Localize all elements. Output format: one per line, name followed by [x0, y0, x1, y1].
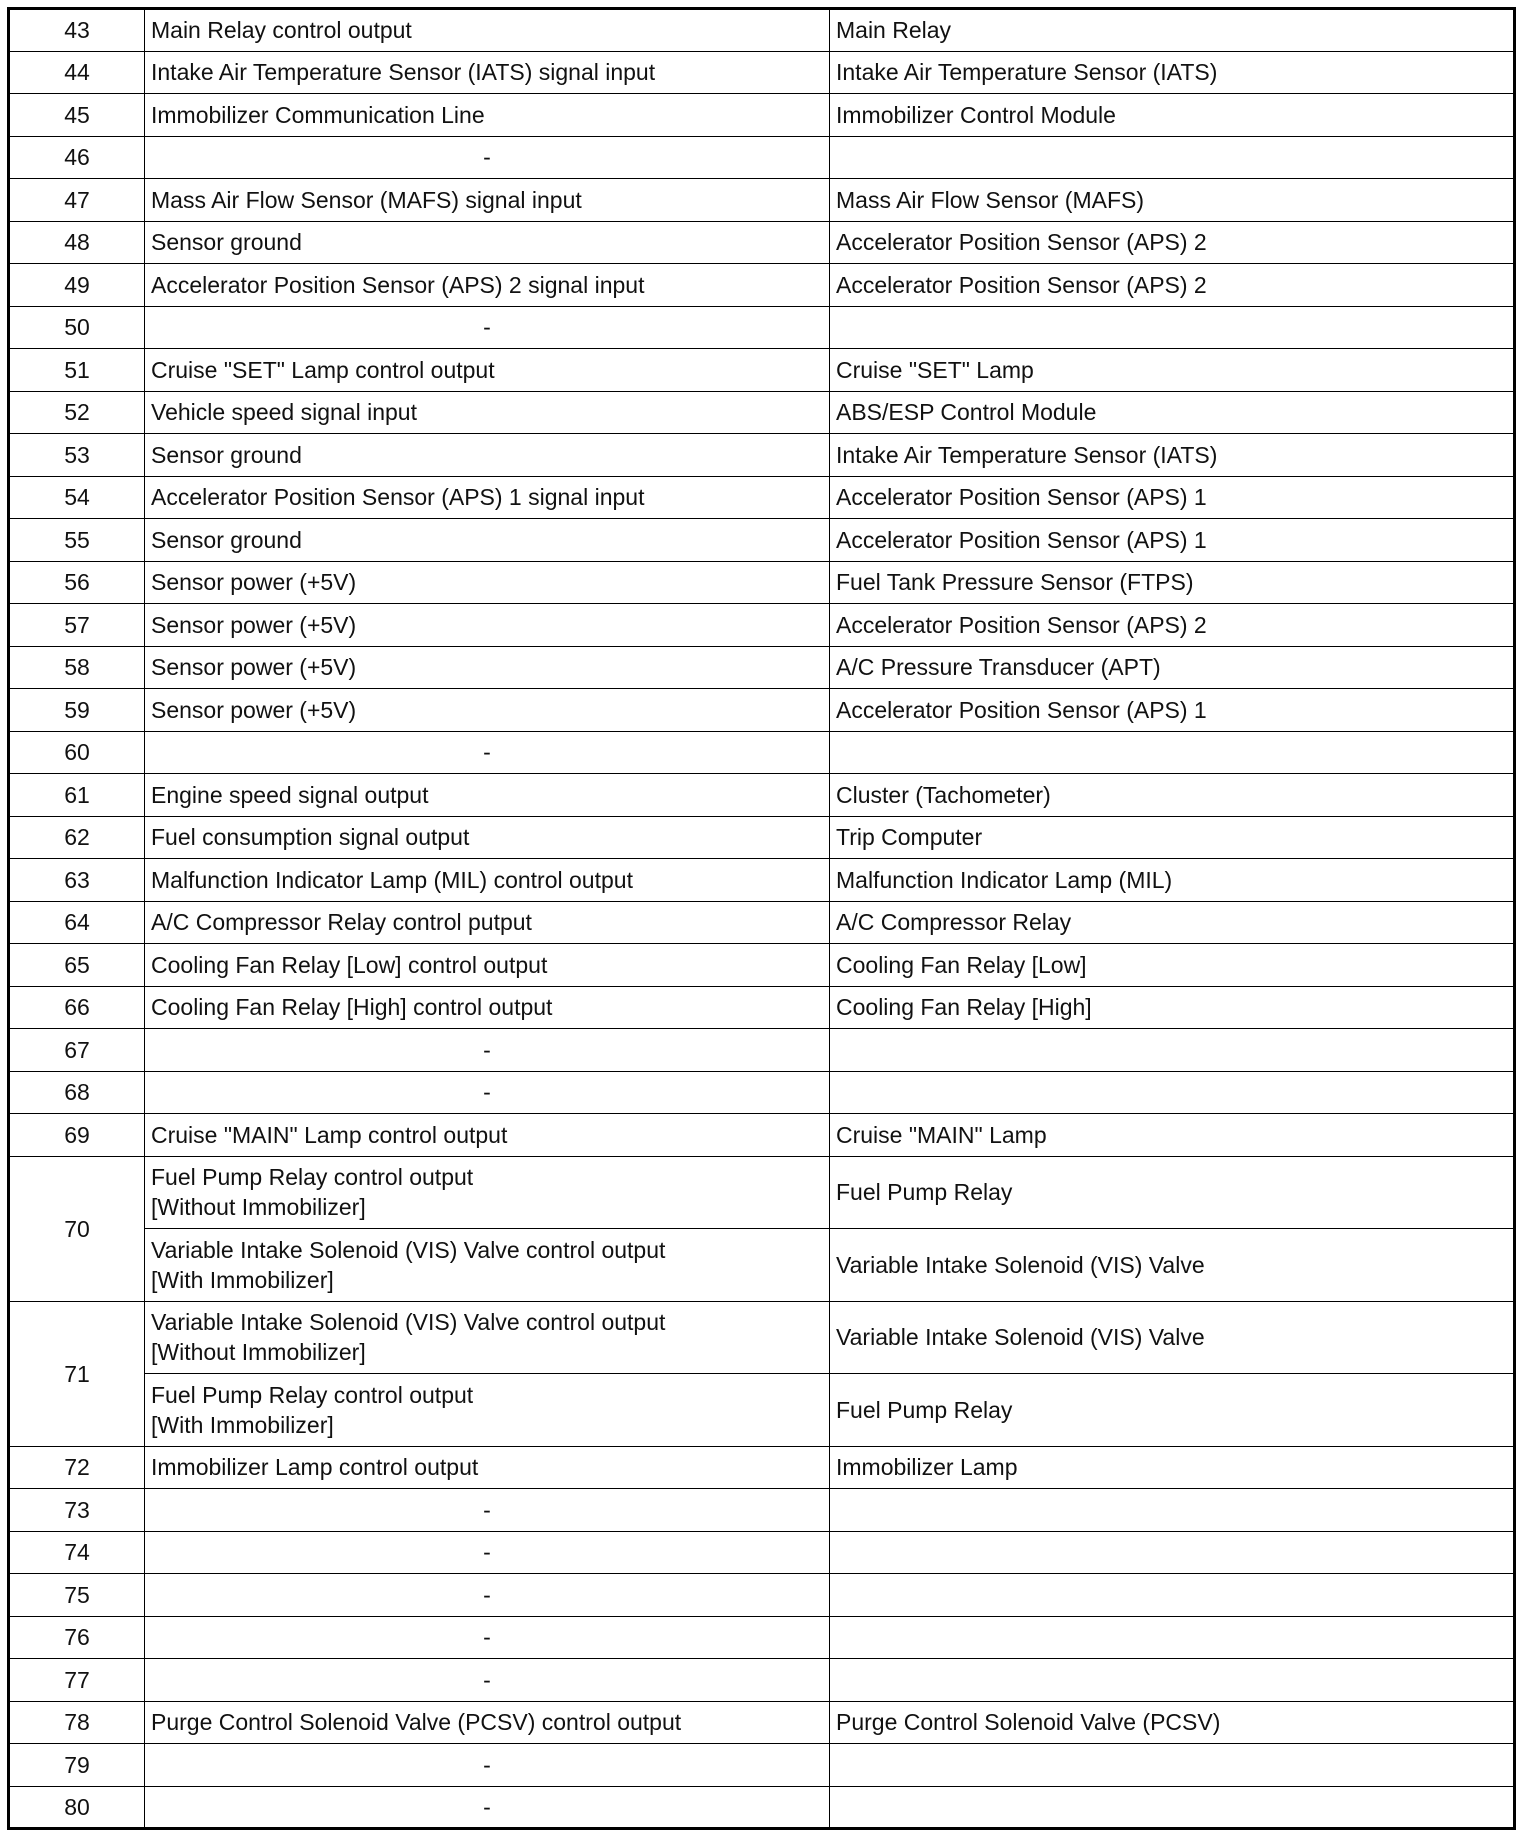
pin-description: Accelerator Position Sensor (APS) 1 signal input [145, 476, 830, 519]
pin-number: 64 [9, 901, 145, 944]
pin-number: 45 [9, 94, 145, 137]
pin-description: - [145, 136, 830, 179]
connected-component [830, 1744, 1515, 1787]
pin-number: 47 [9, 179, 145, 222]
pin-number: 46 [9, 136, 145, 179]
table-row [9, 731, 1515, 774]
connected-component [830, 1489, 1515, 1532]
pin-description: Cruise "MAIN" Lamp control output [145, 1114, 830, 1157]
pin-number: 61 [9, 774, 145, 817]
connected-component: Purge Control Solenoid Valve (PCSV) [830, 1701, 1515, 1744]
table-row [9, 689, 1515, 732]
table-row [9, 1744, 1515, 1787]
pin-description: - [145, 1786, 830, 1829]
pin-description: Sensor ground [145, 221, 830, 264]
table-row [9, 51, 1515, 94]
pin-number: 69 [9, 1114, 145, 1157]
table-row [9, 944, 1515, 987]
pin-number: 59 [9, 689, 145, 732]
pin-number: 43 [9, 9, 145, 52]
connected-component: Intake Air Temperature Sensor (IATS) [830, 434, 1515, 477]
connected-component: Accelerator Position Sensor (APS) 1 [830, 689, 1515, 732]
table-row [9, 986, 1515, 1029]
pin-description [145, 1156, 830, 1229]
variant-note: [With Immobilizer] [151, 1266, 334, 1293]
pin-description [145, 1229, 830, 1302]
table-row [9, 816, 1515, 859]
pin-description: - [145, 1616, 830, 1659]
pin-number: 52 [9, 391, 145, 434]
connected-component: Main Relay [830, 9, 1515, 52]
connected-component: Variable Intake Solenoid (VIS) Valve [830, 1229, 1515, 1302]
table-row [9, 1446, 1515, 1489]
table-row [9, 859, 1515, 902]
pin-number: 80 [9, 1786, 145, 1829]
connected-component: Fuel Pump Relay [830, 1156, 1515, 1229]
pin-number: 60 [9, 731, 145, 774]
connected-component: Cruise "SET" Lamp [830, 349, 1515, 392]
table-row [9, 1029, 1515, 1072]
pin-description: Mass Air Flow Sensor (MAFS) signal input [145, 179, 830, 222]
pin-number: 71 [9, 1301, 145, 1446]
table-row [9, 901, 1515, 944]
connected-component: Immobilizer Lamp [830, 1446, 1515, 1489]
connected-component [830, 136, 1515, 179]
pin-number: 76 [9, 1616, 145, 1659]
variant-note: [Without Immobilizer] [151, 1194, 366, 1221]
table-row [9, 1531, 1515, 1574]
pin-number: 68 [9, 1071, 145, 1114]
pin-number: 72 [9, 1446, 145, 1489]
connected-component: Cluster (Tachometer) [830, 774, 1515, 817]
table-row [9, 1156, 1515, 1229]
connected-component: Immobilizer Control Module [830, 94, 1515, 137]
pin-number: 78 [9, 1701, 145, 1744]
table-row [9, 9, 1515, 52]
table-row [9, 136, 1515, 179]
connected-component [830, 1786, 1515, 1829]
pin-number: 53 [9, 434, 145, 477]
variant-note: [With Immobilizer] [151, 1411, 334, 1438]
pin-number: 65 [9, 944, 145, 987]
connected-component [830, 1071, 1515, 1114]
connected-component [830, 1029, 1515, 1072]
description-line: Variable Intake Solenoid (VIS) Valve control output [151, 1236, 666, 1263]
table-row [9, 434, 1515, 477]
connected-component: Variable Intake Solenoid (VIS) Valve [830, 1301, 1515, 1374]
pin-number: 75 [9, 1574, 145, 1617]
connected-component: Cruise "MAIN" Lamp [830, 1114, 1515, 1157]
table-row [9, 1786, 1515, 1829]
table-row [9, 1374, 1515, 1447]
pin-description: Cooling Fan Relay [High] control output [145, 986, 830, 1029]
variant-note: [Without Immobilizer] [151, 1339, 366, 1366]
pin-description: Accelerator Position Sensor (APS) 2 signal input [145, 264, 830, 307]
pin-number: 44 [9, 51, 145, 94]
description-line: Fuel Pump Relay control output [151, 1381, 474, 1408]
connected-component: Accelerator Position Sensor (APS) 2 [830, 221, 1515, 264]
table-row [9, 264, 1515, 307]
table-row [9, 349, 1515, 392]
table-row [9, 1701, 1515, 1744]
table-row [9, 1659, 1515, 1702]
pin-number: 49 [9, 264, 145, 307]
connected-component: Malfunction Indicator Lamp (MIL) [830, 859, 1515, 902]
table-row [9, 391, 1515, 434]
connected-component [830, 1659, 1515, 1702]
table-row [9, 774, 1515, 817]
connected-component: Accelerator Position Sensor (APS) 2 [830, 264, 1515, 307]
table-row [9, 1229, 1515, 1302]
connected-component: Trip Computer [830, 816, 1515, 859]
connected-component: Accelerator Position Sensor (APS) 2 [830, 604, 1515, 647]
pin-description: Cruise "SET" Lamp control output [145, 349, 830, 392]
connected-component [830, 1574, 1515, 1617]
pin-number: 51 [9, 349, 145, 392]
table-row [9, 1616, 1515, 1659]
table-row [9, 1574, 1515, 1617]
connected-component: Cooling Fan Relay [High] [830, 986, 1515, 1029]
pin-description: - [145, 306, 830, 349]
pin-description: A/C Compressor Relay control putput [145, 901, 830, 944]
table-row [9, 604, 1515, 647]
pin-description [145, 1374, 830, 1447]
pin-description: - [145, 1489, 830, 1532]
pin-description: Vehicle speed signal input [145, 391, 830, 434]
connected-component: Cooling Fan Relay [Low] [830, 944, 1515, 987]
pin-description: Fuel consumption signal output [145, 816, 830, 859]
pin-description: Sensor ground [145, 519, 830, 562]
pin-description: Immobilizer Communication Line [145, 94, 830, 137]
pin-description: Sensor power (+5V) [145, 604, 830, 647]
connected-component: Fuel Pump Relay [830, 1374, 1515, 1447]
pin-description: Engine speed signal output [145, 774, 830, 817]
connected-component [830, 731, 1515, 774]
pin-number: 77 [9, 1659, 145, 1702]
connected-component: Intake Air Temperature Sensor (IATS) [830, 51, 1515, 94]
pin-number: 70 [9, 1156, 145, 1301]
connected-component [830, 306, 1515, 349]
pin-description: - [145, 1574, 830, 1617]
pin-description: Intake Air Temperature Sensor (IATS) signal input [145, 51, 830, 94]
table-row [9, 476, 1515, 519]
pin-table [7, 7, 1516, 1830]
pin-description: - [145, 1029, 830, 1072]
pin-number: 50 [9, 306, 145, 349]
pin-number: 57 [9, 604, 145, 647]
connected-component: A/C Compressor Relay [830, 901, 1515, 944]
connected-component: A/C Pressure Transducer (APT) [830, 646, 1515, 689]
table-row [9, 1489, 1515, 1532]
pin-description: Main Relay control output [145, 9, 830, 52]
table-row [9, 646, 1515, 689]
pin-number: 55 [9, 519, 145, 562]
pin-description: Malfunction Indicator Lamp (MIL) control output [145, 859, 830, 902]
table-row [9, 561, 1515, 604]
pin-description: Sensor power (+5V) [145, 646, 830, 689]
pin-number: 66 [9, 986, 145, 1029]
table-row [9, 519, 1515, 562]
connected-component: Fuel Tank Pressure Sensor (FTPS) [830, 561, 1515, 604]
pin-description: Sensor power (+5V) [145, 561, 830, 604]
table-row [9, 1071, 1515, 1114]
table-row [9, 1114, 1515, 1157]
pin-description: - [145, 731, 830, 774]
pin-description: Sensor ground [145, 434, 830, 477]
table-row [9, 179, 1515, 222]
table-row [9, 221, 1515, 264]
table-row [9, 94, 1515, 137]
connected-component: Mass Air Flow Sensor (MAFS) [830, 179, 1515, 222]
connected-component [830, 1531, 1515, 1574]
pin-description: Immobilizer Lamp control output [145, 1446, 830, 1489]
pin-number: 74 [9, 1531, 145, 1574]
description-line: Fuel Pump Relay control output [151, 1164, 474, 1191]
pin-number: 62 [9, 816, 145, 859]
pin-number: 58 [9, 646, 145, 689]
table-row [9, 306, 1515, 349]
pin-number: 79 [9, 1744, 145, 1787]
table-row [9, 1301, 1515, 1374]
pin-description: - [145, 1659, 830, 1702]
pin-description: - [145, 1071, 830, 1114]
description-line: Variable Intake Solenoid (VIS) Valve control output [151, 1309, 666, 1336]
pin-description: Sensor power (+5V) [145, 689, 830, 732]
pin-description [145, 1301, 830, 1374]
pin-number: 56 [9, 561, 145, 604]
connected-component: Accelerator Position Sensor (APS) 1 [830, 476, 1515, 519]
pin-description: Cooling Fan Relay [Low] control output [145, 944, 830, 987]
pin-number: 73 [9, 1489, 145, 1532]
pin-description: - [145, 1531, 830, 1574]
pin-description: - [145, 1744, 830, 1787]
pin-number: 54 [9, 476, 145, 519]
pin-number: 67 [9, 1029, 145, 1072]
pin-number: 48 [9, 221, 145, 264]
connected-component [830, 1616, 1515, 1659]
pin-number: 63 [9, 859, 145, 902]
connected-component: Accelerator Position Sensor (APS) 1 [830, 519, 1515, 562]
pin-description: Purge Control Solenoid Valve (PCSV) control output [145, 1701, 830, 1744]
connected-component: ABS/ESP Control Module [830, 391, 1515, 434]
